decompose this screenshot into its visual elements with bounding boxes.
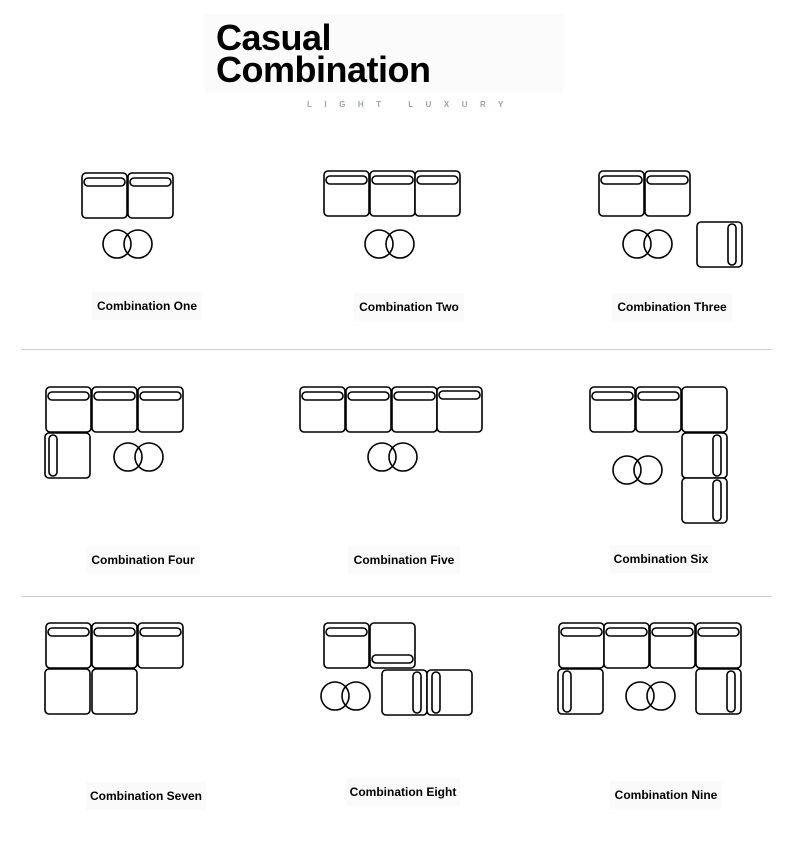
combination-label-nine: Combination Nine bbox=[610, 781, 722, 809]
sofa-seat bbox=[559, 623, 604, 668]
combination-label-four: Combination Four bbox=[86, 546, 200, 574]
sofa-seat bbox=[636, 387, 681, 432]
sofa-seat bbox=[392, 387, 437, 432]
corner-seat bbox=[682, 387, 727, 432]
sofa-seat bbox=[696, 623, 741, 668]
sofa-seat bbox=[82, 173, 127, 218]
sofa-seat bbox=[645, 171, 690, 216]
ottoman-pair bbox=[365, 230, 414, 258]
page-subtitle: LIGHT LUXURY bbox=[307, 100, 516, 109]
page-title-line-2: Combination bbox=[216, 49, 431, 90]
combination-label-seven: Combination Seven bbox=[86, 782, 206, 810]
combination-seven-layout bbox=[45, 623, 183, 714]
sofa-seat bbox=[370, 171, 415, 216]
combination-label-eight: Combination Eight bbox=[346, 778, 460, 806]
chaise-seat bbox=[697, 222, 742, 267]
sofa-seat bbox=[599, 171, 644, 216]
sofa-seat bbox=[346, 387, 391, 432]
chaise-seat bbox=[382, 670, 427, 715]
ottoman-pair bbox=[114, 443, 163, 471]
sofa-seat bbox=[138, 623, 183, 668]
sofa-seat bbox=[604, 623, 649, 668]
chaise-seat bbox=[682, 433, 727, 478]
chaise-seat bbox=[696, 669, 741, 714]
ottoman-pair bbox=[103, 230, 152, 258]
ottoman-pair bbox=[613, 456, 662, 484]
combination-label-two: Combination Two bbox=[354, 293, 464, 321]
sofa-seat bbox=[92, 387, 137, 432]
chaise-seat bbox=[558, 669, 603, 714]
combination-two-layout bbox=[324, 171, 460, 258]
sofa-seat bbox=[590, 387, 635, 432]
combination-label-five: Combination Five bbox=[348, 546, 460, 574]
ottoman-pair bbox=[623, 230, 672, 258]
combination-nine-layout bbox=[558, 623, 741, 714]
combination-six-layout bbox=[590, 387, 727, 523]
sofa-seat bbox=[300, 387, 345, 432]
sofa-seat-reversed bbox=[370, 623, 415, 668]
ottoman-pair bbox=[321, 682, 370, 710]
combination-four-layout bbox=[45, 387, 183, 478]
sofa-seat bbox=[415, 171, 460, 216]
combination-three-layout bbox=[599, 171, 742, 267]
armless-seat bbox=[45, 669, 90, 714]
combination-one-layout bbox=[82, 173, 173, 258]
sofa-seat bbox=[324, 171, 369, 216]
sofa-seat bbox=[437, 387, 482, 432]
sofa-seat bbox=[92, 623, 137, 668]
sofa-seat bbox=[324, 623, 369, 668]
ottoman-pair bbox=[368, 443, 417, 471]
combination-label-one: Combination One bbox=[92, 292, 202, 320]
sofa-seat bbox=[138, 387, 183, 432]
armless-seat bbox=[92, 669, 137, 714]
combination-label-three: Combination Three bbox=[612, 293, 732, 321]
sofa-seat bbox=[650, 623, 695, 668]
chaise-seat bbox=[45, 433, 90, 478]
page-title-line-1: Casual bbox=[216, 17, 332, 58]
chaise-seat bbox=[682, 478, 727, 523]
sofa-seat bbox=[46, 623, 91, 668]
sofa-seat bbox=[128, 173, 173, 218]
chaise-seat bbox=[427, 670, 472, 715]
sofa-seat bbox=[46, 387, 91, 432]
ottoman-pair bbox=[626, 682, 675, 710]
combination-eight-layout bbox=[321, 623, 472, 715]
combination-label-six: Combination Six bbox=[610, 545, 712, 573]
combination-five-layout bbox=[300, 387, 482, 471]
